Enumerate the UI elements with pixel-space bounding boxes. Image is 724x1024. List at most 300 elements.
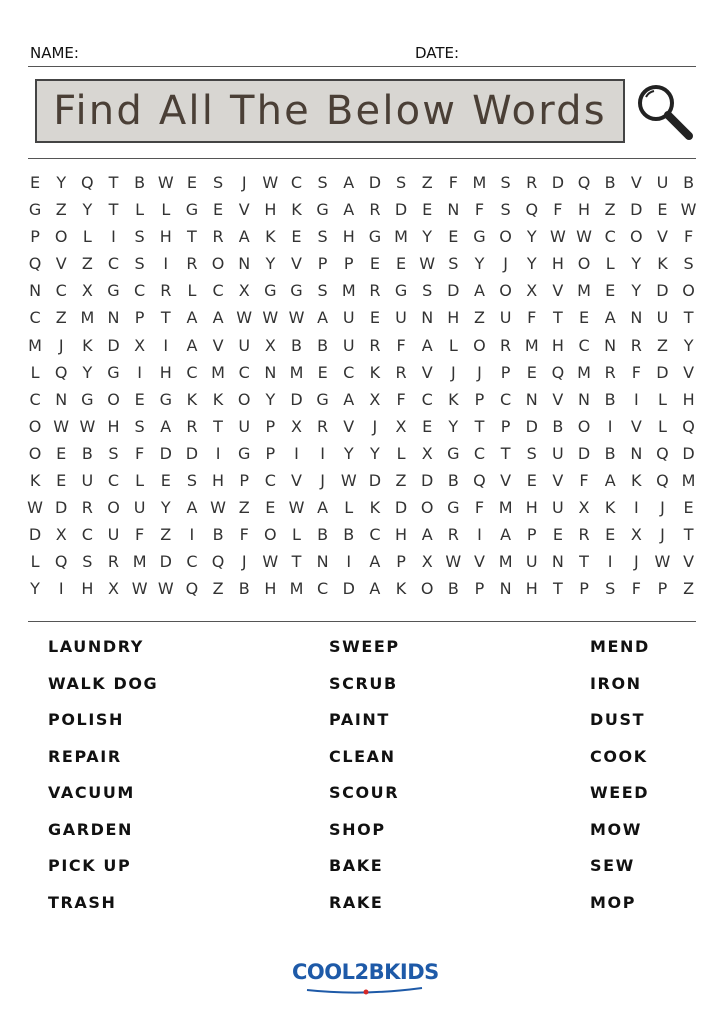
grid-letter: T bbox=[552, 308, 563, 328]
grid-letter: C bbox=[29, 308, 41, 328]
grid-letter: Y bbox=[370, 443, 380, 463]
grid-letter: D bbox=[630, 200, 643, 220]
word-list-item: DUST bbox=[590, 710, 646, 729]
grid-letter: L bbox=[396, 443, 406, 463]
grid-letter: U bbox=[133, 498, 146, 518]
grid-letter: W bbox=[131, 579, 148, 599]
grid-letter: S bbox=[683, 254, 694, 274]
grid-letter: Y bbox=[265, 254, 276, 274]
grid-letter: X bbox=[108, 579, 119, 599]
grid-letter: L bbox=[292, 525, 301, 545]
grid-letter: O bbox=[499, 281, 512, 301]
grid-letter: D bbox=[577, 443, 591, 463]
grid-letter: A bbox=[186, 335, 198, 355]
grid-letter: Q bbox=[28, 254, 42, 274]
grid-letter: D bbox=[394, 200, 408, 220]
grid-letter: F bbox=[474, 498, 485, 518]
word-list-item: SHOP bbox=[329, 819, 386, 839]
grid-letter: F bbox=[448, 173, 458, 192]
grid-letter: L bbox=[187, 281, 197, 301]
magnifying-glass-icon bbox=[634, 81, 696, 143]
grid-letter: H bbox=[107, 416, 120, 436]
grid-letter: K bbox=[82, 335, 93, 355]
grid-letter: A bbox=[238, 227, 250, 247]
word-list-item: REPAIR bbox=[48, 746, 122, 766]
grid-letter: W bbox=[236, 308, 253, 328]
grid-letter: Q bbox=[682, 416, 695, 436]
grid-letter: S bbox=[186, 471, 197, 491]
grid-letter: J bbox=[241, 552, 247, 572]
grid-letter: N bbox=[238, 254, 251, 274]
grid-letter: O bbox=[28, 416, 42, 436]
grid-letter: F bbox=[135, 525, 145, 545]
grid-letter: V bbox=[552, 471, 564, 491]
grid-letter: K bbox=[369, 498, 381, 518]
grid-letter: D bbox=[656, 362, 669, 382]
grid-letter: D bbox=[394, 498, 408, 518]
grid-letter: I bbox=[189, 525, 195, 545]
grid-letter: S bbox=[212, 173, 224, 192]
letter-grid bbox=[22, 174, 702, 608]
grid-letter: U bbox=[342, 335, 355, 355]
grid-letter: U bbox=[552, 443, 564, 463]
grid-letter: M bbox=[577, 281, 591, 301]
grid-letter: C bbox=[578, 335, 590, 355]
grid-letter: X bbox=[55, 525, 67, 545]
grid-letter: O bbox=[237, 389, 251, 409]
grid-letter: V bbox=[630, 416, 642, 436]
grid-letter: G bbox=[107, 281, 120, 301]
grid-letter: O bbox=[499, 227, 512, 247]
grid-letter: I bbox=[58, 579, 64, 599]
grid-letter: F bbox=[683, 227, 694, 247]
grid-letter: P bbox=[657, 579, 668, 599]
word-list-item: MOW bbox=[590, 819, 642, 839]
grid-row bbox=[22, 445, 702, 472]
grid-letter: Y bbox=[30, 579, 40, 599]
grid-letter: D bbox=[421, 471, 434, 491]
grid-letter: G bbox=[368, 227, 382, 247]
grid-row bbox=[22, 472, 702, 499]
word-list-item: POLISH bbox=[48, 710, 124, 729]
grid-letter: L bbox=[135, 471, 145, 491]
grid-letter: R bbox=[500, 335, 512, 355]
grid-letter: W bbox=[157, 173, 174, 192]
grid-letter: N bbox=[630, 308, 643, 328]
grid-letter: C bbox=[186, 552, 198, 572]
grid-letter: P bbox=[30, 227, 40, 247]
grid-letter: T bbox=[552, 579, 563, 599]
grid-letter: W bbox=[210, 498, 226, 518]
title-banner bbox=[35, 79, 625, 143]
grid-letter: M bbox=[341, 281, 356, 301]
grid-letter: P bbox=[265, 416, 276, 436]
grid-letter: Z bbox=[212, 579, 224, 599]
grid-letter: L bbox=[30, 362, 40, 382]
grid-letter: T bbox=[500, 443, 511, 463]
grid-letter: Q bbox=[54, 552, 68, 572]
grid-letter: I bbox=[633, 498, 639, 518]
grid-letter: A bbox=[473, 281, 485, 301]
grid-letter: V bbox=[683, 552, 695, 572]
grid-bottom-rule bbox=[28, 621, 696, 622]
word-list-item: WALK DOG bbox=[48, 673, 159, 693]
grid-letter: D bbox=[682, 443, 695, 463]
grid-letter: P bbox=[317, 254, 328, 274]
grid-letter: T bbox=[291, 552, 302, 572]
grid-letter: T bbox=[213, 416, 223, 436]
grid-letter: V bbox=[500, 471, 512, 491]
grid-letter: H bbox=[395, 525, 408, 545]
grid-letter: I bbox=[215, 443, 221, 463]
grid-letter: F bbox=[553, 200, 563, 220]
grid-letter: W bbox=[340, 471, 357, 491]
grid-letter: G bbox=[159, 389, 172, 409]
word-list-item: SCRUB bbox=[329, 673, 398, 693]
grid-letter: V bbox=[343, 416, 355, 436]
name-label: NAME: bbox=[30, 44, 79, 62]
grid-letter: H bbox=[159, 227, 172, 247]
grid-letter: Z bbox=[55, 200, 67, 220]
grid-row bbox=[22, 255, 702, 282]
grid-letter: X bbox=[238, 281, 250, 301]
grid-letter: E bbox=[186, 173, 197, 192]
grid-letter: R bbox=[317, 416, 329, 436]
grid-letter: R bbox=[160, 281, 172, 301]
grid-letter: N bbox=[499, 579, 512, 599]
grid-letter: J bbox=[241, 173, 247, 192]
grid-letter: O bbox=[473, 335, 486, 355]
grid-letter: P bbox=[526, 525, 537, 545]
grid-letter: E bbox=[422, 200, 433, 220]
grid-letter: W bbox=[549, 227, 566, 247]
grid-letter: Y bbox=[343, 443, 354, 463]
grid-letter: O bbox=[577, 416, 591, 436]
grid-letter: Z bbox=[81, 254, 93, 274]
grid-letter: Q bbox=[656, 471, 669, 491]
grid-letter: Q bbox=[211, 552, 225, 572]
grid-letter: E bbox=[657, 200, 668, 220]
grid-letter: W bbox=[262, 173, 279, 192]
grid-letter: T bbox=[160, 308, 171, 328]
word-list-item: RAKE bbox=[329, 892, 384, 912]
grid-letter: L bbox=[161, 200, 171, 220]
grid-letter: O bbox=[107, 498, 120, 518]
grid-letter: Q bbox=[656, 443, 669, 463]
grid-letter: P bbox=[134, 308, 145, 328]
grid-letter: Z bbox=[604, 200, 616, 220]
grid-letter: K bbox=[186, 389, 198, 409]
grid-letter: E bbox=[134, 389, 145, 409]
grid-letter: Z bbox=[421, 173, 433, 192]
word-list-item: WEED bbox=[590, 783, 650, 802]
grid-letter: B bbox=[552, 416, 564, 436]
grid-letter: S bbox=[134, 254, 145, 274]
grid-letter: W bbox=[680, 200, 697, 220]
grid-letter: B bbox=[317, 335, 329, 355]
grid-letter: C bbox=[29, 389, 41, 409]
grid-letter: L bbox=[344, 498, 354, 518]
grid-letter: Y bbox=[526, 227, 537, 247]
grid-letter: S bbox=[422, 281, 433, 301]
grid-letter: A bbox=[343, 200, 355, 220]
grid-letter: H bbox=[264, 200, 277, 220]
grid-letter: B bbox=[683, 173, 695, 192]
grid-letter: P bbox=[500, 416, 511, 436]
grid-letter: S bbox=[605, 579, 616, 599]
grid-letter: C bbox=[107, 254, 120, 274]
grid-letter: G bbox=[394, 281, 408, 301]
grid-letter: Z bbox=[238, 498, 250, 518]
grid-letter: F bbox=[631, 362, 641, 382]
grid-letter: F bbox=[239, 525, 249, 545]
grid-letter: S bbox=[317, 281, 328, 301]
grid-letter: A bbox=[186, 308, 198, 328]
word-list-item: MEND bbox=[590, 637, 650, 656]
grid-letter: Y bbox=[82, 200, 93, 220]
grid-row bbox=[22, 391, 702, 418]
grid-letter: E bbox=[30, 173, 41, 192]
grid-letter: E bbox=[317, 362, 328, 382]
grid-letter: K bbox=[395, 579, 407, 599]
grid-letter: W bbox=[53, 416, 70, 436]
grid-letter: V bbox=[683, 362, 695, 382]
grid-letter: C bbox=[290, 173, 303, 192]
word-list-item: SCOUR bbox=[329, 783, 400, 802]
grid-letter: Y bbox=[448, 416, 459, 436]
grid-letter: M bbox=[498, 552, 513, 572]
grid-letter: D bbox=[551, 173, 565, 192]
grid-letter: C bbox=[134, 281, 146, 301]
grid-letter: V bbox=[238, 200, 250, 220]
grid-letter: A bbox=[604, 308, 616, 328]
grid-letter: D bbox=[368, 471, 382, 491]
grid-letter: L bbox=[448, 335, 458, 355]
grid-letter: L bbox=[30, 552, 40, 572]
grid-letter: K bbox=[631, 471, 642, 491]
grid-letter: S bbox=[395, 173, 407, 192]
grid-letter: B bbox=[317, 525, 329, 545]
grid-letter: W bbox=[288, 308, 305, 328]
grid-letter: Q bbox=[185, 579, 199, 599]
grid-letter: I bbox=[163, 335, 169, 355]
grid-letter: S bbox=[500, 173, 511, 192]
grid-letter: H bbox=[525, 579, 538, 599]
grid-letter: M bbox=[211, 362, 225, 382]
grid-letter: G bbox=[473, 227, 486, 247]
grid-letter: Y bbox=[160, 498, 171, 518]
grid-letter: T bbox=[474, 416, 485, 436]
grid-letter: Q bbox=[54, 362, 68, 382]
grid-letter: R bbox=[369, 335, 381, 355]
grid-letter: K bbox=[29, 471, 41, 491]
grid-letter: E bbox=[56, 443, 67, 463]
word-list-item: VACUUM bbox=[48, 783, 135, 802]
grid-letter: A bbox=[186, 498, 198, 518]
grid-letter: V bbox=[630, 173, 642, 192]
grid-letter: F bbox=[474, 200, 485, 220]
grid-letter: I bbox=[163, 254, 169, 274]
grid-letter: E bbox=[213, 200, 224, 220]
grid-letter: X bbox=[421, 552, 433, 572]
grid-letter: G bbox=[264, 281, 277, 301]
cool2bkids-logo bbox=[292, 960, 437, 1000]
word-list-item: MOP bbox=[590, 892, 637, 912]
grid-letter: Q bbox=[551, 362, 565, 382]
grid-letter: G bbox=[185, 200, 199, 220]
grid-letter: W bbox=[654, 552, 671, 572]
grid-letter: G bbox=[107, 362, 120, 382]
grid-letter: Y bbox=[265, 389, 276, 409]
grid-letter: I bbox=[111, 227, 116, 247]
grid-letter: H bbox=[551, 254, 564, 274]
grid-letter: E bbox=[526, 362, 537, 382]
grid-letter: E bbox=[395, 254, 407, 274]
grid-letter: H bbox=[342, 227, 355, 247]
grid-letter: A bbox=[369, 579, 381, 599]
grid-letter: H bbox=[159, 362, 172, 382]
grid-letter: X bbox=[526, 281, 538, 301]
grid-letter: Q bbox=[81, 173, 94, 192]
grid-letter: A bbox=[500, 525, 512, 545]
grid-letter: E bbox=[422, 416, 433, 436]
grid-letter: U bbox=[238, 416, 251, 436]
grid-letter: P bbox=[239, 471, 250, 491]
grid-letter: I bbox=[137, 362, 142, 382]
grid-row bbox=[22, 364, 702, 391]
grid-letter: C bbox=[212, 281, 224, 301]
grid-letter: S bbox=[526, 443, 537, 463]
grid-letter: V bbox=[656, 227, 668, 247]
grid-letter: R bbox=[578, 525, 590, 545]
grid-letter: P bbox=[396, 552, 406, 572]
grid-letter: W bbox=[79, 416, 96, 436]
grid-letter: U bbox=[238, 335, 251, 355]
grid-letter: Y bbox=[56, 173, 67, 192]
grid-row bbox=[22, 228, 702, 255]
grid-letter: M bbox=[394, 227, 408, 247]
grid-letter: I bbox=[607, 416, 613, 436]
grid-letter: M bbox=[132, 552, 147, 572]
grid-letter: K bbox=[212, 389, 224, 409]
grid-letter: A bbox=[343, 389, 355, 409]
grid-letter: R bbox=[526, 173, 538, 192]
grid-letter: X bbox=[421, 443, 433, 463]
grid-letter: S bbox=[134, 227, 145, 247]
grid-row bbox=[22, 418, 702, 445]
grid-letter: X bbox=[578, 498, 590, 518]
grid-letter: Y bbox=[474, 254, 485, 274]
grid-letter: R bbox=[369, 281, 381, 301]
grid-letter: D bbox=[159, 552, 172, 572]
word-list-item: IRON bbox=[590, 673, 642, 693]
grid-letter: G bbox=[290, 281, 303, 301]
grid-letter: I bbox=[607, 552, 613, 572]
grid-letter: L bbox=[82, 227, 92, 247]
grid-letter: G bbox=[316, 200, 329, 220]
grid-letter: J bbox=[320, 471, 325, 491]
grid-letter: W bbox=[288, 498, 305, 518]
grid-letter: L bbox=[657, 389, 667, 409]
grid-row bbox=[22, 580, 702, 607]
grid-row bbox=[22, 174, 702, 201]
grid-letter: D bbox=[185, 443, 199, 463]
grid-letter: L bbox=[657, 416, 667, 436]
grid-letter: G bbox=[447, 498, 460, 518]
grid-letter: O bbox=[107, 389, 120, 409]
grid-letter: F bbox=[631, 579, 641, 599]
grid-letter: F bbox=[135, 443, 145, 463]
grid-letter: B bbox=[238, 579, 250, 599]
grid-letter: B bbox=[343, 525, 355, 545]
grid-letter: J bbox=[58, 335, 64, 355]
grid-letter: R bbox=[212, 227, 224, 247]
grid-letter: R bbox=[369, 200, 381, 220]
grid-letter: V bbox=[473, 552, 485, 572]
grid-letter: D bbox=[55, 498, 68, 518]
grid-letter: O bbox=[682, 281, 695, 301]
grid-letter: F bbox=[579, 471, 589, 491]
date-label: DATE: bbox=[415, 44, 460, 62]
grid-letter: R bbox=[604, 362, 616, 382]
grid-letter: C bbox=[317, 579, 329, 599]
grid-letter: P bbox=[500, 362, 511, 382]
grid-letter: Y bbox=[526, 254, 537, 274]
grid-letter: P bbox=[474, 579, 485, 599]
word-list-item: LAUNDRY bbox=[48, 637, 144, 656]
grid-letter: K bbox=[657, 254, 668, 274]
grid-letter: E bbox=[605, 281, 616, 301]
grid-letter: B bbox=[604, 173, 616, 192]
grid-letter: E bbox=[605, 525, 616, 545]
grid-letter: P bbox=[265, 443, 276, 463]
grid-letter: G bbox=[237, 443, 251, 463]
grid-letter: W bbox=[262, 308, 279, 328]
grid-letter: T bbox=[108, 173, 119, 192]
grid-letter: A bbox=[369, 552, 381, 572]
grid-letter: E bbox=[683, 498, 694, 518]
grid-letter: B bbox=[604, 443, 616, 463]
grid-letter: V bbox=[55, 254, 67, 274]
grid-letter: S bbox=[317, 173, 328, 192]
grid-row bbox=[22, 337, 702, 364]
grid-letter: O bbox=[28, 443, 42, 463]
grid-letter: K bbox=[291, 200, 302, 220]
grid-letter: W bbox=[445, 552, 462, 572]
grid-letter: S bbox=[448, 254, 459, 274]
grid-letter: J bbox=[372, 416, 378, 436]
word-list-item: BAKE bbox=[329, 856, 384, 875]
grid-letter: H bbox=[447, 308, 460, 328]
grid-row bbox=[22, 309, 702, 336]
grid-letter: N bbox=[630, 443, 643, 463]
grid-letter: U bbox=[656, 173, 669, 192]
grid-letter: A bbox=[421, 335, 433, 355]
grid-letter: B bbox=[81, 443, 93, 463]
grid-letter: F bbox=[396, 389, 406, 409]
grid-letter: A bbox=[317, 498, 329, 518]
grid-letter: R bbox=[81, 498, 93, 518]
grid-letter: R bbox=[447, 525, 459, 545]
grid-letter: F bbox=[396, 335, 406, 355]
grid-letter: Y bbox=[422, 227, 433, 247]
grid-letter: D bbox=[656, 281, 669, 301]
grid-letter: K bbox=[265, 227, 276, 247]
grid-letter: M bbox=[80, 308, 95, 328]
word-list-item: SEW bbox=[590, 856, 635, 875]
grid-letter: T bbox=[108, 200, 119, 220]
grid-letter: N bbox=[447, 200, 460, 220]
